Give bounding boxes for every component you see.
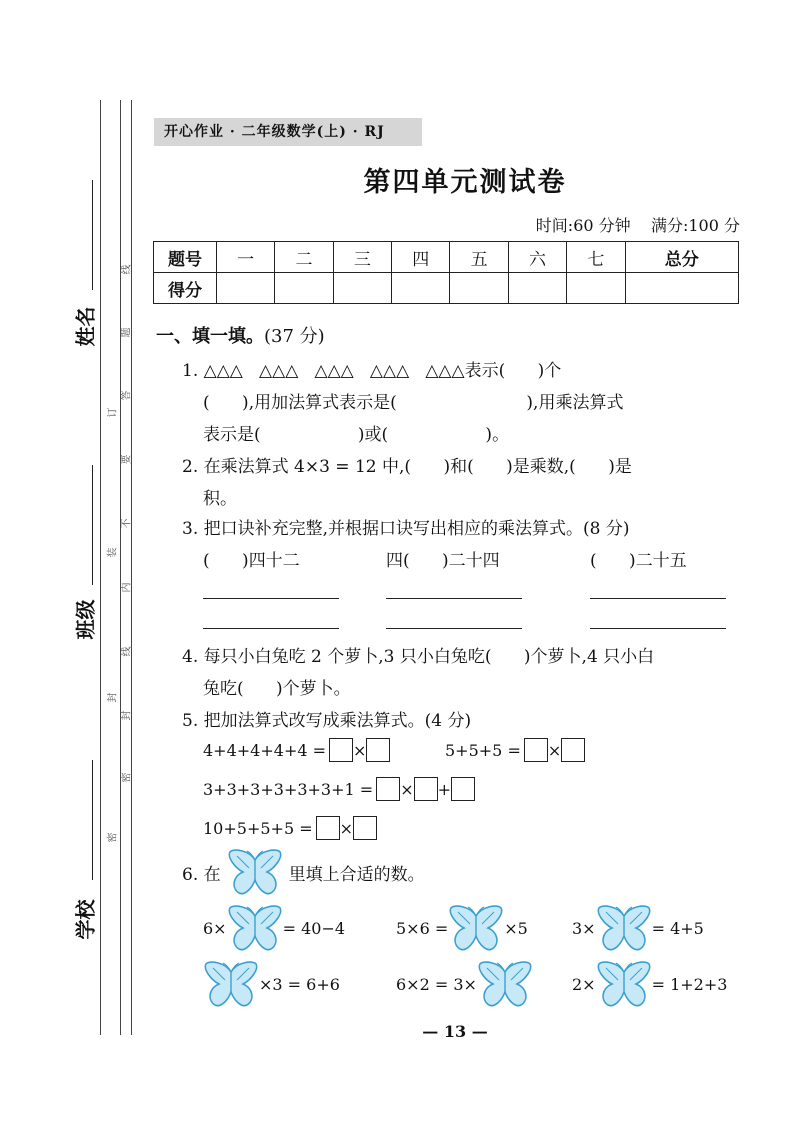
- class-label: 班级: [73, 599, 98, 640]
- seal-char: 密: [107, 832, 119, 843]
- section-title: [156, 322, 325, 348]
- equation-text: = 1+2+3: [651, 974, 728, 994]
- question-4-line-1: 4. 每只小白兔吃 2 个萝卜,3 只小白兔吃( )个萝卜,4 只小白: [182, 647, 655, 667]
- seal-char: 封: [107, 692, 119, 703]
- answer-line[interactable]: [590, 598, 726, 599]
- answer-box[interactable]: [376, 777, 400, 801]
- q5-equation-4: [203, 816, 377, 840]
- answer-line[interactable]: [203, 598, 339, 599]
- score-cell[interactable]: [333, 273, 391, 304]
- q6-equation-d: [203, 960, 340, 1008]
- question-3-item-3: ( )二十五: [590, 551, 687, 571]
- section-points: (37 分): [264, 326, 325, 347]
- answer-box[interactable]: [366, 738, 390, 762]
- q6-equation-a: [203, 904, 345, 952]
- q5-equation-3: [203, 777, 475, 801]
- seal-char: 不: [121, 518, 133, 529]
- answer-line[interactable]: [386, 628, 522, 629]
- table-cell: 得分: [154, 273, 217, 304]
- times-sign: ×: [339, 818, 354, 838]
- equation-text: 5+5+5 =: [445, 740, 521, 760]
- equation-text: = 40−4: [282, 918, 346, 938]
- equation-text: 2×: [572, 974, 596, 994]
- question-5-line-1: 5. 把加法算式改写成乘法算式。(4 分): [182, 711, 472, 731]
- times-sign: ×: [353, 740, 367, 760]
- table-cell: 六: [508, 242, 566, 273]
- section-title-text: 一、填一填。: [156, 326, 264, 347]
- table-cell: 三: [333, 242, 391, 273]
- question-3-item-2: 四( )二十四: [386, 551, 500, 571]
- score-table-header-row: [154, 242, 739, 273]
- seal-char: 封: [121, 710, 133, 721]
- seal-char: 线: [121, 264, 133, 275]
- binding-line-1: [100, 100, 101, 1035]
- butterfly-answer-icon[interactable]: [448, 904, 504, 952]
- equation-text: 6×2 = 3×: [396, 974, 477, 994]
- equation-text: ×3 = 6+6: [259, 974, 340, 994]
- answer-line[interactable]: [590, 628, 726, 629]
- name-label: 姓名: [73, 306, 98, 347]
- q6-equation-c: [572, 904, 704, 952]
- time-info: 时间:60 分钟 满分:100 分: [535, 216, 740, 235]
- answer-box[interactable]: [451, 777, 475, 801]
- q5-equation-2: [445, 738, 585, 762]
- answer-box[interactable]: [353, 816, 377, 840]
- seal-char: 要: [121, 454, 133, 465]
- q6-equation-e: [396, 960, 533, 1008]
- butterfly-answer-icon[interactable]: [477, 960, 533, 1008]
- butterfly-answer-icon[interactable]: [203, 960, 259, 1008]
- class-line: [92, 465, 93, 585]
- page-title: 第四单元测试卷: [363, 167, 567, 198]
- answer-box[interactable]: [414, 777, 438, 801]
- score-cell[interactable]: [275, 273, 333, 304]
- seal-char: 线: [121, 646, 133, 657]
- q6-post-text: 里填上合适的数。: [288, 864, 425, 885]
- question-6-line: [182, 848, 425, 896]
- table-cell: 一: [217, 242, 275, 273]
- q5-equation-1: [203, 738, 390, 762]
- question-3-line-1: 3. 把口诀补充完整,并根据口诀写出相应的乘法算式。(8 分): [182, 519, 630, 539]
- answer-box[interactable]: [524, 738, 548, 762]
- times-sign: ×: [400, 779, 414, 799]
- question-3-item-1: ( )四十二: [203, 551, 300, 571]
- series-banner: 开心作业 · 二年级数学(上) · RJ: [154, 118, 422, 146]
- question-1-line-2: ( ),用加法算式表示是( ),用乘法算式: [203, 393, 624, 413]
- q6-equation-b: [396, 904, 528, 952]
- answer-box[interactable]: [561, 738, 585, 762]
- seal-char: 装: [107, 547, 119, 558]
- seal-char: 答: [121, 390, 133, 401]
- question-1-line-1: 1. △△△ △△△ △△△ △△△ △△△表示( )个: [182, 361, 562, 381]
- question-2-line-1: 2. 在乘法算式 4×3 = 12 中,( )和( )是乘数,( )是: [182, 457, 632, 477]
- equation-text: 5×6 =: [396, 918, 449, 938]
- q6-pre-text: 6. 在: [182, 864, 221, 885]
- seal-char: 题: [121, 327, 133, 338]
- butterfly-answer-icon[interactable]: [596, 960, 652, 1008]
- binding-line-2: [120, 100, 121, 1035]
- question-2-line-2: 积。: [203, 489, 237, 509]
- seal-char: 订: [107, 407, 119, 418]
- equation-text: 3+3+3+3+3+3+1 =: [203, 779, 374, 799]
- table-cell: 题号: [154, 242, 217, 273]
- equation-text: 3×: [572, 918, 596, 938]
- table-cell: 五: [450, 242, 508, 273]
- school-label: 学校: [73, 899, 98, 940]
- score-cell[interactable]: [450, 273, 508, 304]
- table-cell: 总分: [625, 242, 738, 273]
- binding-line-3: [131, 100, 132, 1035]
- table-cell: 七: [567, 242, 625, 273]
- equation-text: = 4+5: [651, 918, 704, 938]
- score-table: [153, 241, 739, 304]
- score-cell[interactable]: [508, 273, 566, 304]
- table-cell: 四: [392, 242, 450, 273]
- seal-char: 密: [121, 772, 133, 783]
- answer-line[interactable]: [203, 628, 339, 629]
- table-cell: 二: [275, 242, 333, 273]
- score-cell[interactable]: [567, 273, 625, 304]
- butterfly-icon: [227, 848, 283, 896]
- score-cell[interactable]: [625, 273, 738, 304]
- equation-text: 6×: [203, 918, 227, 938]
- question-1-line-3: 表示是( )或( )。: [203, 425, 510, 445]
- page-number: — 13 —: [422, 1022, 488, 1041]
- plus-sign: +: [437, 779, 451, 799]
- equation-text: 10+5+5+5 =: [203, 818, 313, 838]
- answer-box[interactable]: [329, 738, 353, 762]
- butterfly-answer-icon[interactable]: [227, 904, 283, 952]
- answer-box[interactable]: [316, 816, 340, 840]
- seal-char: 内: [121, 582, 133, 593]
- score-table-score-row: [154, 273, 739, 304]
- school-line: [92, 760, 93, 880]
- times-sign: ×: [547, 740, 562, 760]
- question-4-line-2: 兔吃( )个萝卜。: [203, 679, 351, 699]
- score-cell[interactable]: [217, 273, 275, 304]
- equation-text: ×5: [504, 918, 528, 938]
- q6-equation-f: [572, 960, 727, 1008]
- equation-text: 4+4+4+4+4 =: [203, 740, 327, 760]
- answer-line[interactable]: [386, 598, 522, 599]
- butterfly-answer-icon[interactable]: [596, 904, 652, 952]
- score-cell[interactable]: [392, 273, 450, 304]
